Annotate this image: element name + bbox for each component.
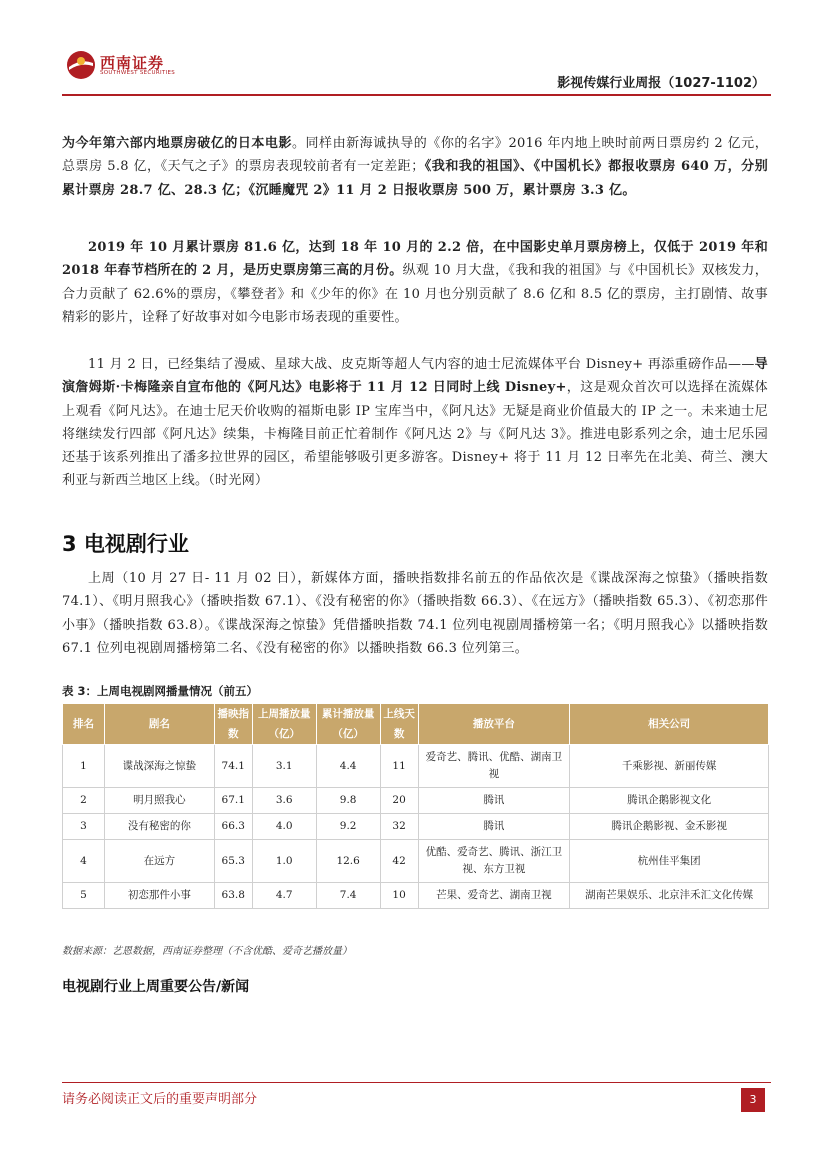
paragraph-4: [62, 567, 768, 660]
cell-days: 10: [380, 883, 418, 909]
cell-platform: 爱奇艺、腾讯、优酷、湖南卫视: [418, 745, 570, 788]
cell-index: 67.1: [214, 788, 252, 814]
p4-text-1: 上周（10 月 27 日- 11 月 02 日），新媒体方面，播映指数排名前五的作品依次是《谍战深海之惊蛰》（播映指数 74.1）、《明月照我心》（播映指数 67.1）、《没有秘密的你》（播映指数 66.3）、《在远方》（播映指数 65.3）、《初恋那件小事》（播映指数 63.8）。《谍战深海之惊蛰》凭借播映指数 74.1 位列电视剧周播榜第一名；《明月照我心》以播映指数 67.1 位列电视剧周播榜第二名、《没有秘密的你》以播映指数 66.3 位列第三。: [62, 571, 768, 656]
p1-bold-2: 《我和我的祖国》、《中国机长》都报收票房 640 万，分别累计票房 28.7 亿、28.3 亿；《沉睡魔咒 2》11 月 2 日报收票房 500 万，累计票房 3.3 亿。: [62, 159, 768, 198]
cell-platform: 腾讯: [418, 814, 570, 840]
cell-name: 明月照我心: [104, 788, 214, 814]
th-total: 累计播放量（亿）: [316, 704, 380, 745]
cell-platform: 芒果、爱奇艺、湖南卫视: [418, 883, 570, 909]
table-caption: 表 3：上周电视剧网播量情况（前五）: [62, 684, 259, 698]
cell-name: 在远方: [104, 840, 214, 883]
p2-text-1: 纵观 10 月大盘，《我和我的祖国》与《中国机长》双核发力，合力贡献了 62.6%的票房，《攀登者》和《少年的你》在 10 月也分别贡献了 8.6 亿和 8.5 亿的票房，主打剧情、故事精彩的影片，诠释了好故事对如今电影市场表现的重要性。: [62, 263, 768, 325]
cell-name: 谍战深海之惊蛰: [104, 745, 214, 788]
cell-weekly: 3.1: [252, 745, 316, 788]
table-header-row: [63, 704, 769, 745]
p1-text-1: 。同样由新海诚执导的《你的名字》2016 年内地上映时前两日票房约 2 亿元，总票房 5.8 亿，《天气之子》的票房表现较前者有一定差距；: [62, 136, 769, 175]
cell-weekly: 4.0: [252, 814, 316, 840]
table-row: [63, 745, 769, 788]
company-logo: [66, 50, 176, 82]
cell-rank: 5: [63, 883, 105, 909]
cell-name: 没有秘密的你: [104, 814, 214, 840]
table-source-note: 数据来源：艺恩数据，西南证券整理（不含优酷、爱奇艺播放量）: [62, 946, 352, 957]
cell-rank: 3: [63, 814, 105, 840]
cell-company: 千乘影视、新丽传媒: [570, 745, 769, 788]
cell-total: 9.8: [316, 788, 380, 814]
report-title: 影视传媒行业周报（1027-1102）: [557, 76, 765, 91]
table-row: [63, 883, 769, 909]
table-row: [63, 840, 769, 883]
th-company: 相关公司: [570, 704, 769, 745]
subsection-heading: 电视剧行业上周重要公告/新闻: [62, 979, 250, 995]
cell-total: 4.4: [316, 745, 380, 788]
cell-days: 42: [380, 840, 418, 883]
cell-rank: 4: [63, 840, 105, 883]
cell-rank: 1: [63, 745, 105, 788]
cell-index: 66.3: [214, 814, 252, 840]
section-heading-tv: 3 电视剧行业: [62, 532, 189, 556]
cell-index: 63.8: [214, 883, 252, 909]
cell-days: 11: [380, 745, 418, 788]
cell-weekly: 1.0: [252, 840, 316, 883]
th-days: 上线天数: [380, 704, 418, 745]
footer-divider: [62, 1082, 771, 1083]
p3-bold-1: 导演詹姆斯·卡梅隆亲自宣布他的《阿凡达》电影将于 11 月 12 日同时上线 Disney+: [62, 357, 768, 396]
cell-weekly: 4.7: [252, 883, 316, 909]
header-divider: [62, 94, 771, 96]
cell-index: 74.1: [214, 745, 252, 788]
cell-company: 杭州佳平集团: [570, 840, 769, 883]
th-platform: 播放平台: [418, 704, 570, 745]
paragraph-1: [62, 132, 768, 202]
cell-total: 9.2: [316, 814, 380, 840]
cell-platform: 腾讯: [418, 788, 570, 814]
cell-days: 32: [380, 814, 418, 840]
cell-total: 7.4: [316, 883, 380, 909]
p1-bold-1: 为今年第六部内地票房破亿的日本电影: [62, 136, 292, 151]
cell-total: 12.6: [316, 840, 380, 883]
cell-company: 腾讯企鹅影视、金禾影视: [570, 814, 769, 840]
p2-bold-1: 2019 年 10 月累计票房 81.6 亿，达到 18 年 10 月的 2.2 倍，在中国影史单月票房榜上，仅低于 2019 年和 2018 年春节档所在的 2 月，是历史票房第三高的月份。: [62, 240, 768, 279]
logo-cn-text: 西南证券: [100, 54, 165, 72]
cell-weekly: 3.6: [252, 788, 316, 814]
th-weekly: 上周播放量（亿）: [252, 704, 316, 745]
cell-company: 湖南芒果娱乐、北京沣禾汇文化传媒: [570, 883, 769, 909]
th-index: 播映指数: [214, 704, 252, 745]
cell-platform: 优酷、爱奇艺、腾讯、浙江卫视、东方卫视: [418, 840, 570, 883]
cell-company: 腾讯企鹅影视文化: [570, 788, 769, 814]
p3-text-2: ，这是观众首次可以选择在流媒体上观看《阿凡达》。在迪士尼天价收购的福斯电影 IP 宝库当中，《阿凡达》无疑是商业价值最大的 IP 之一。未来迪士尼将继续发行四部《阿凡达》续集，卡梅隆目前正忙着制作《阿凡达 2》与《阿凡达 3》。推进电影系列之余，迪士尼乐园还基于该系列推出了潘多拉世界的园区，希望能够吸引更多游客。Disney+ 将于 11 月 12 日率先在北美、荷兰、澳大利亚与新西兰地区上线。（时光网）: [62, 380, 768, 489]
cell-rank: 2: [63, 788, 105, 814]
page-number: 3: [741, 1088, 765, 1112]
paragraph-2: [62, 236, 768, 329]
paragraph-3: [62, 353, 768, 493]
logo-en-text: SOUTHWEST SECURITIES: [100, 70, 176, 76]
tv-ratings-table: [62, 703, 769, 909]
page-header: [0, 0, 827, 100]
th-rank: 排名: [63, 704, 105, 745]
th-name: 剧名: [104, 704, 214, 745]
logo-emblem-icon: [66, 50, 96, 80]
footer-disclaimer: 请务必阅读正文后的重要声明部分: [62, 1092, 258, 1107]
cell-index: 65.3: [214, 840, 252, 883]
cell-days: 20: [380, 788, 418, 814]
table-row: [63, 814, 769, 840]
table-row: [63, 788, 769, 814]
cell-name: 初恋那件小事: [104, 883, 214, 909]
p3-text-1: 11 月 2 日，已经集结了漫威、星球大战、皮克斯等超人气内容的迪士尼流媒体平台 Disney+ 再添重磅作品——: [88, 357, 755, 372]
